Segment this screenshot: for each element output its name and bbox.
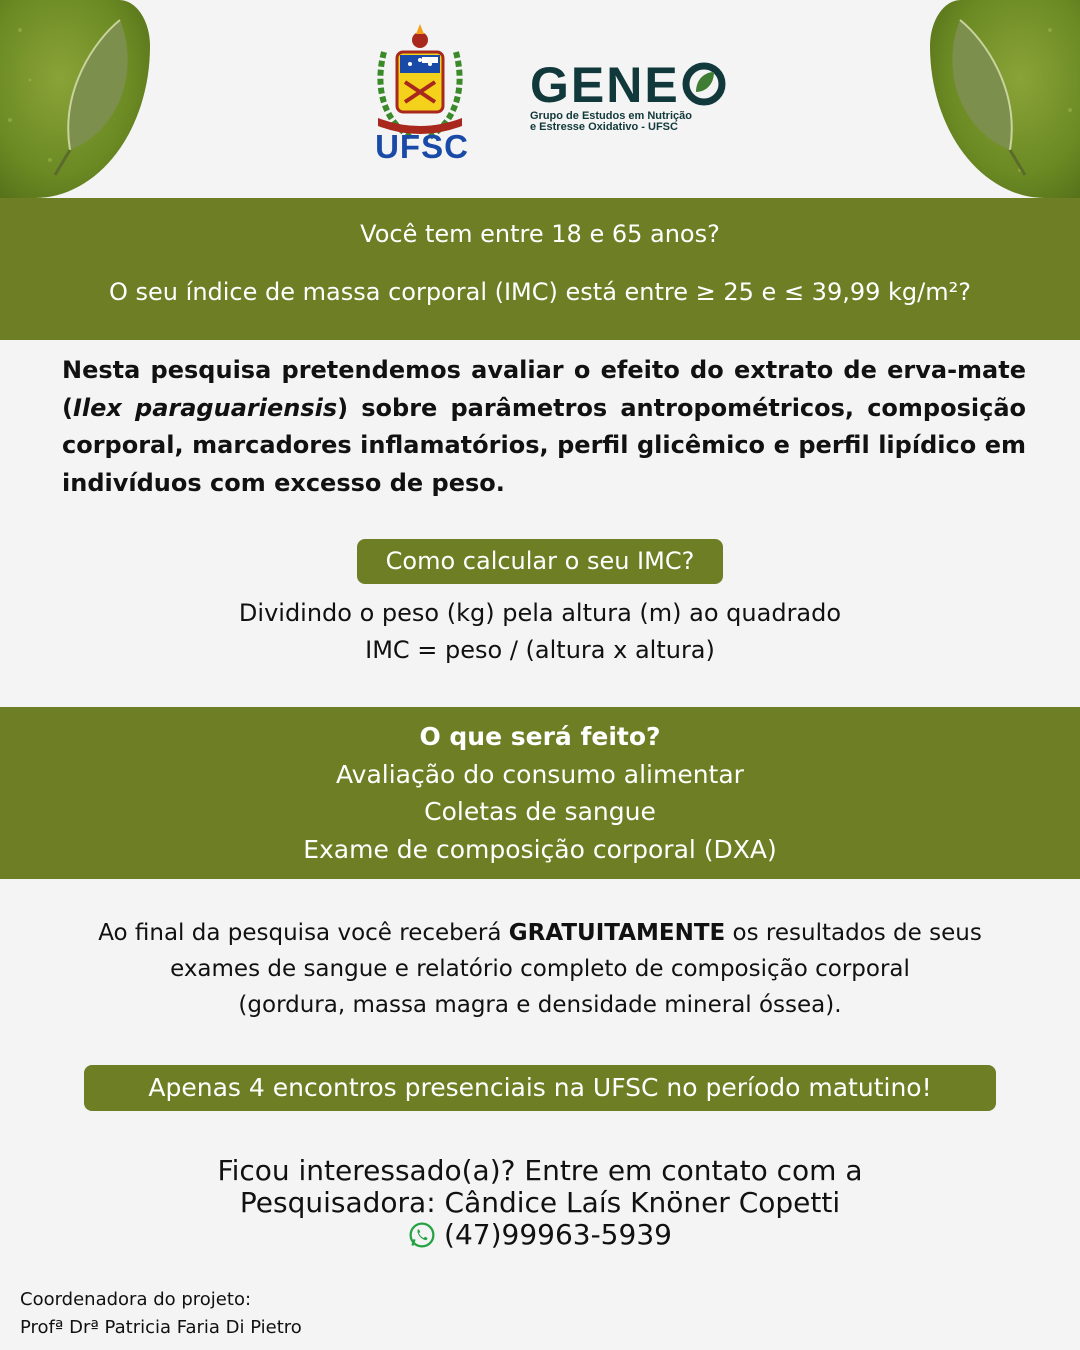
results-line3: (gordura, massa magra e densidade mineral óssea).	[238, 992, 842, 1018]
whatsapp-icon	[408, 1221, 436, 1249]
results-line2: exames de sangue e relatório completo de composição corporal	[170, 956, 910, 982]
results-free-label: GRATUITAMENTE	[508, 920, 726, 946]
gene-subtitle-line2: e Estresse Oxidativo - UFSC	[530, 121, 678, 133]
study-description	[62, 352, 1026, 502]
imc-line2: IMC = peso / (altura x altura)	[365, 636, 715, 664]
results-line1	[0, 915, 1080, 951]
imc-line1: Dividindo o peso (kg) pela altura (m) ao quadrado	[238, 599, 842, 627]
gene-logo	[530, 58, 740, 134]
gene-subtitle-line1: Grupo de Estudos em Nutrição	[530, 110, 692, 122]
coordinator-label: Coordenadora do projeto:	[20, 1289, 252, 1310]
coordinator-block	[20, 1286, 302, 1342]
intro-before: Nesta pesquisa pretendemos avaliar o efeito do extrato de erva-mate (	[62, 356, 1026, 422]
eligibility-band	[0, 198, 1080, 340]
imc-question: O seu índice de massa corporal (IMC) está entre ≥ 25 e ≤ 39,99 kg/m²?	[109, 278, 971, 306]
results-text	[0, 915, 1080, 1023]
contact-block	[0, 1155, 1080, 1256]
procedure-item: Avaliação do consumo alimentar	[336, 759, 744, 789]
procedures-band	[0, 707, 1080, 879]
phone-row[interactable]	[408, 1219, 672, 1251]
gene-leaf-o-icon	[682, 58, 726, 108]
gene-title: GENE	[530, 57, 680, 113]
procedures-title: O que será feito?	[419, 722, 661, 751]
age-question: Você tem entre 18 e 65 anos?	[360, 220, 720, 248]
imc-heading: Como calcular o seu IMC?	[357, 539, 723, 584]
leaf-photo-left	[0, 0, 150, 198]
procedure-item: Exame de composição corporal (DXA)	[303, 834, 777, 864]
contact-line1: Ficou interessado(a)? Entre em contato com a	[217, 1154, 863, 1187]
ufsc-label: UFSC	[375, 128, 469, 165]
imc-formula	[0, 595, 1080, 669]
intro-after: ) sobre parâmetros antropométricos, composição corporal, marcadores inflamatórios, perfil glicêmico e perfil lipídico em indivíduos com excesso de peso.	[62, 393, 1027, 497]
coordinator-name: Profª Drª Patricia Faria Di Pietro	[20, 1317, 302, 1338]
procedure-item: Coletas de sangue	[424, 797, 656, 826]
meetings-banner: Apenas 4 encontros presenciais na UFSC no período matutino!	[84, 1065, 996, 1111]
header	[0, 0, 1080, 198]
leaf-photo-right	[930, 0, 1080, 198]
results-line1-before: Ao final da pesquisa você receberá	[98, 920, 509, 946]
phone-number[interactable]: (47)99963-5939	[444, 1218, 672, 1251]
intro-species: Ilex paraguariensis	[72, 393, 338, 422]
results-line1-after: os resultados de seus	[725, 920, 982, 946]
contact-line2: Pesquisadora: Cândice Laís Knöner Copetti	[239, 1186, 841, 1219]
